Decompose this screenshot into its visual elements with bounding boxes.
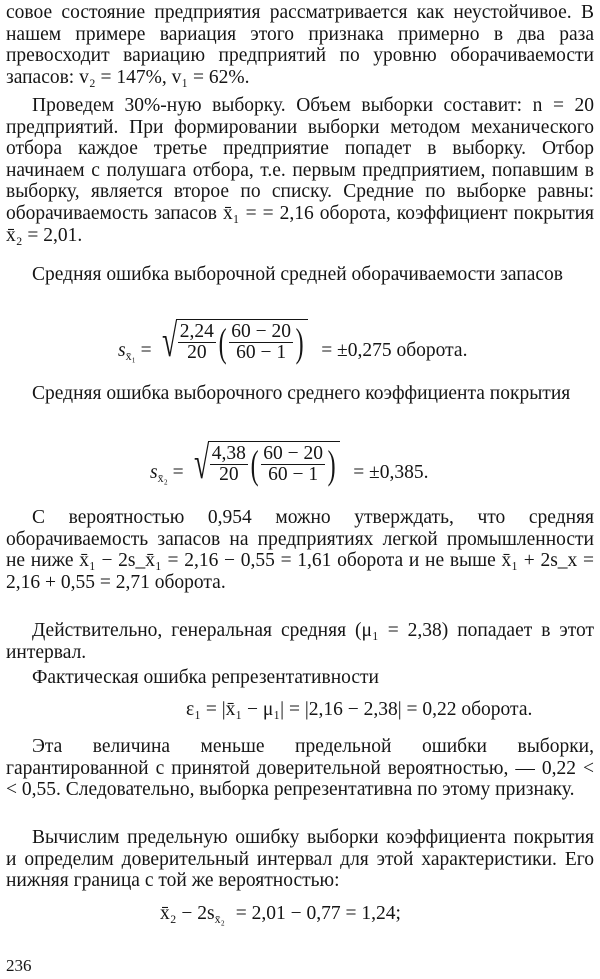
paragraph-5: С вероятностью 0,954 можно утверждать, что средняя оборачиваемость запасов на предприятиях легкой промышленности не ниже x̄₁ − 2s_x̄₁ = 2,16 − 0,55 = 1,61 оборота и не выше x̄₁ + 2s_x = 2,16 + 0,55 = 2,71 оборота. <box>6 507 594 593</box>
formula-4-rhs: = 2,01 − 0,77 = 1,24; <box>235 903 401 924</box>
formula-1-lhs: s <box>118 340 126 361</box>
formula-2: $s_{x̄_2}$ = √ $\frac{4,38}{20}$ ( $\frac{60 - 20}{60 - 1}$ ) = ±0,385. <box>150 437 429 488</box>
paragraph-2: Проведем 30%-ную выборку. Объем выборки составит: n = 20 предприятий. При формировании выборки методом механического отбора каждое третье предприятие попадет в выборку. Отбор начинаем с полушага отбора, т.е. первым предприятием, попавшим в выборку, является второе по списку. Средние по выборке равны: оборачиваемость запасов x̄₁ = = 2,16 оборота, коэффициент покрытия x̄₂ = 2,01. <box>6 95 594 246</box>
formula-1-lhs-sub: x̄₁ <box>125 349 136 363</box>
paragraph-6: Действительно, генеральная средняя (μ₁ = 2,38) попадает в этот интервал. <box>6 620 594 663</box>
formula-1-paren-denominator: 60 − 1 <box>236 342 287 363</box>
formula-4-sub: x̄₂ <box>214 912 225 926</box>
paragraph-7: Фактическая ошибка репрезентативности <box>32 667 379 688</box>
formula-1-paren-numerator: 60 − 20 <box>231 321 291 342</box>
formula-2-paren-numerator: 60 − 20 <box>263 443 323 464</box>
paragraph-3: Средняя ошибка выборочной средней оборачиваемости запасов <box>32 264 563 285</box>
formula-2-numerator: 4,38 <box>211 443 246 464</box>
formula-1-radical: √ $\frac{2,24}{20}$ ( $\frac{60 - 20}{60 - 1}$ ) <box>157 318 309 364</box>
paragraph-8: Эта величина меньше предельной ошибки выборки, гарантированной с принятой доверительной вероятностью, — 0,22 < < 0,55. Следовательно, выборка репрезентативна по этому признаку. <box>6 736 594 801</box>
formula-3: ε₁ = |x̄₁ − μ₁| = |2,16 − 2,38| = 0,22 оборота. <box>186 699 533 720</box>
formula-1-denominator: 20 <box>187 342 207 363</box>
formula-4-lhs: x̄₂ − 2s <box>160 903 215 924</box>
formula-2-radical: √ $\frac{4,38}{20}$ ( $\frac{60 - 20}{60 - 1}$ ) <box>189 440 341 486</box>
formula-1-numerator: 2,24 <box>179 321 214 342</box>
paragraph-9: Вычислим предельную ошибку выборки коэффициента покрытия и определим доверительный интервал для этой характеристики. Его нижняя граница с той же вероятностью: <box>6 827 594 892</box>
formula-1: $s_{x̄_1}$ = √ $\frac{2,24}{20}$ ( $\frac{60 - 20}{60 - 1}$ ) = ±0,275 оборота. <box>118 315 468 366</box>
formula-2-paren-denominator: 60 − 1 <box>268 464 319 485</box>
formula-2-denominator: 20 <box>219 464 239 485</box>
formula-1-rhs: = ±0,275 оборота. <box>321 340 468 361</box>
paragraph-1: совое состояние предприятия рассматривается как неустойчивое. В нашем примере вариация этого признака примерно в два раза превосходит вариацию предприятий по уровню оборачиваемости запасов: v₂ = 147%, v₁ = 62%. <box>6 2 594 88</box>
page-number: 236 <box>6 956 32 975</box>
formula-2-lhs-sub: x̄₂ <box>157 471 168 485</box>
formula-2-rhs: = ±0,385. <box>353 462 429 483</box>
formula-2-lhs: s <box>150 462 158 483</box>
formula-4 <box>160 903 401 927</box>
paragraph-4: Средняя ошибка выборочного среднего коэффициента покрытия <box>32 383 571 404</box>
